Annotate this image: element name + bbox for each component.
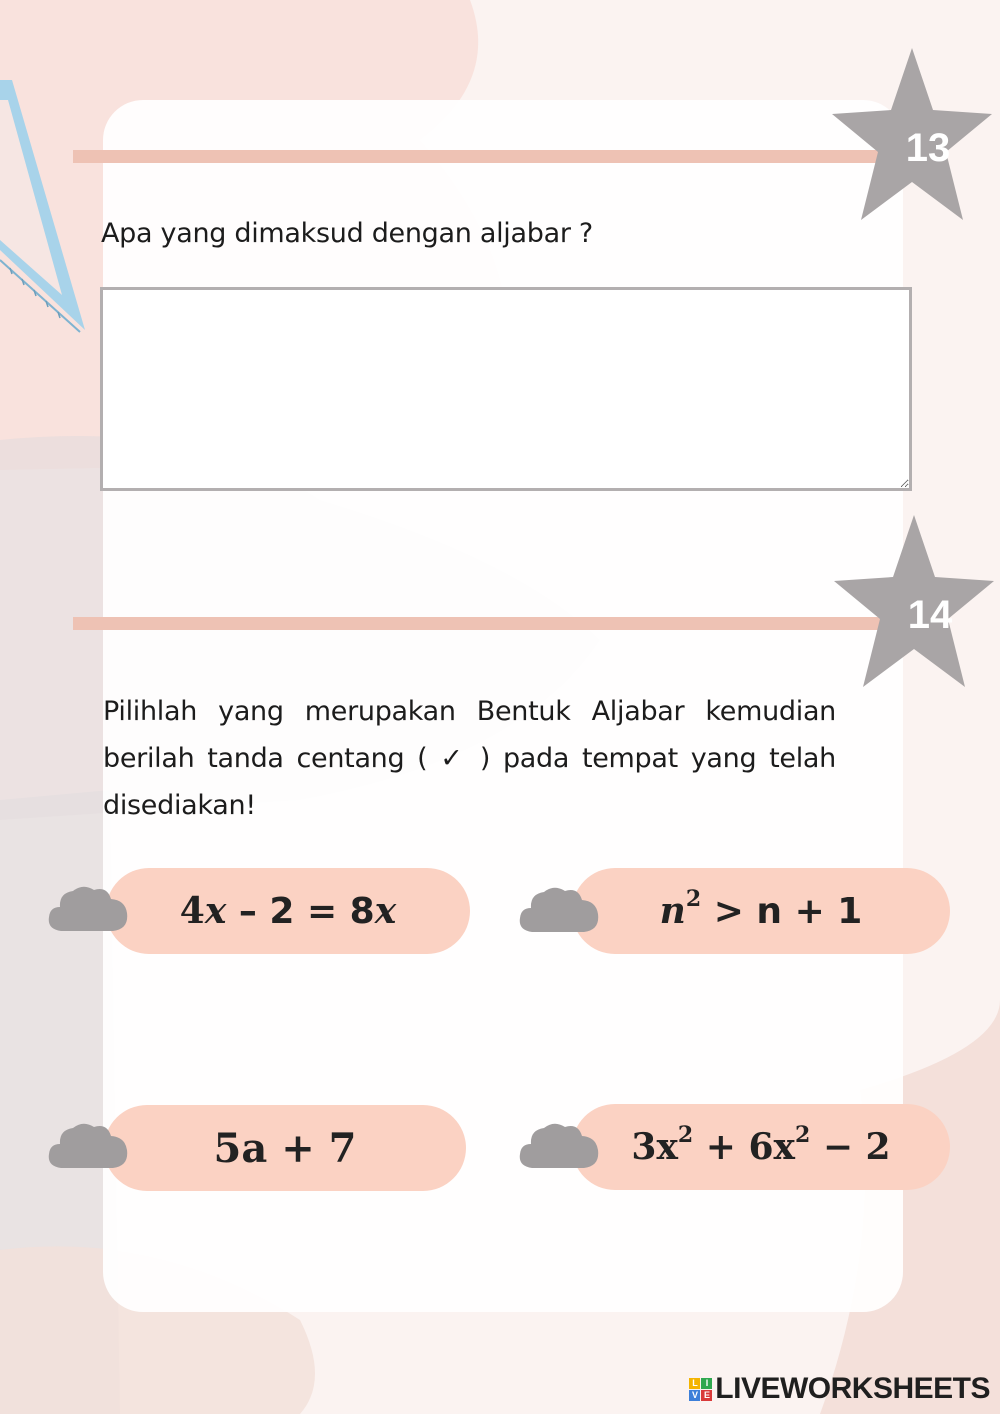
q14-number: 14	[907, 593, 953, 637]
liveworksheets-logo	[689, 1372, 990, 1406]
q13-star-badge	[832, 48, 992, 223]
option-pill-3	[104, 1105, 466, 1191]
option-2-expression: $n^2 > n + 1$	[659, 886, 863, 932]
cloud-icon	[518, 884, 600, 940]
q13-divider	[73, 150, 903, 163]
brand-name: LIVEWORKSHEETS	[715, 1372, 990, 1405]
option-pill-4	[572, 1104, 950, 1190]
q14-divider	[73, 617, 903, 630]
ruler-triangle-icon	[0, 80, 100, 420]
option-3-expression: 5a + 7	[213, 1124, 357, 1172]
option-3-checkbox[interactable]	[47, 1120, 129, 1176]
q13-answer-input[interactable]	[100, 287, 912, 491]
option-1-checkbox[interactable]	[47, 883, 129, 939]
option-1-expression: 4x – 2 = 8x	[179, 890, 397, 932]
option-2-checkbox[interactable]	[518, 884, 600, 940]
q14-star-badge	[834, 515, 994, 690]
q14-question: Pilihlah yang merupakan Bentuk Aljabar kemudian berilah tanda centang ( ✓ ) pada tempat yang telah disediakan!	[103, 696, 836, 821]
option-pill-1	[106, 868, 470, 954]
cloud-icon	[518, 1120, 600, 1176]
logo-mark-icon: L I V E	[689, 1378, 712, 1401]
q13-number: 13	[905, 126, 951, 170]
q13-question: Apa yang dimaksud dengan aljabar ?	[101, 218, 593, 249]
cloud-icon	[47, 883, 129, 939]
option-pill-2	[572, 868, 950, 954]
cloud-icon	[47, 1120, 129, 1176]
option-4-expression: $3x^2 + 6x^2 - 2$	[631, 1122, 891, 1168]
option-4-checkbox[interactable]	[518, 1120, 600, 1176]
